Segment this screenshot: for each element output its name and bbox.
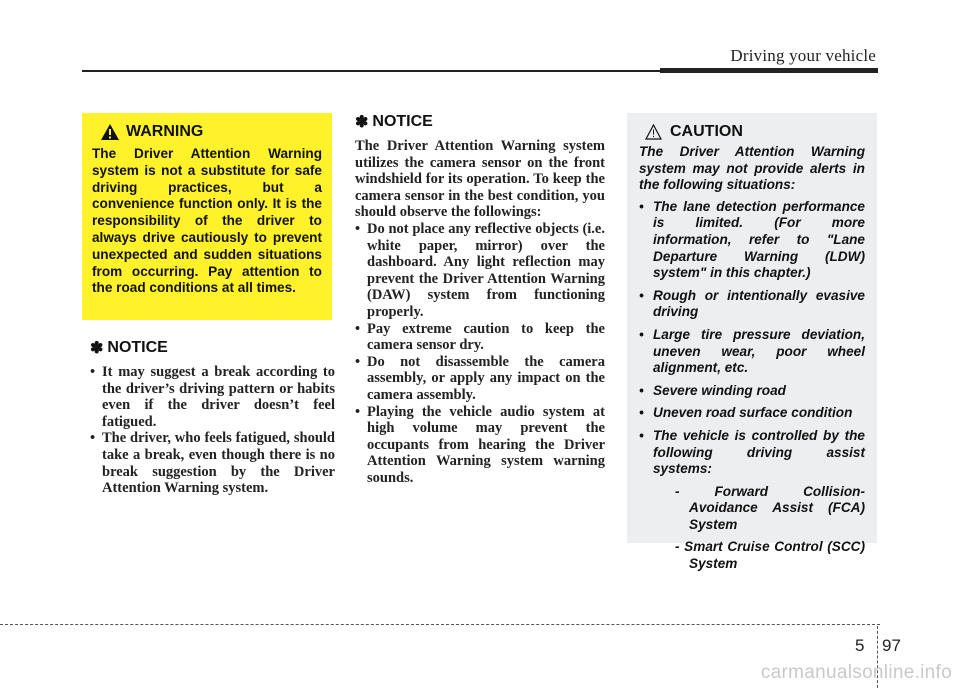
caution-title: CAUTION [670,123,743,140]
notice-camera-sensor [355,112,605,486]
list-item: • Pay extreme caution to keep the camera sensor dry. [355,320,605,354]
list-item: • Do not place any reflective objects (i.e. white paper, mirror) over the dashboard. Any light reflection may prevent the Driver Attention Warning (DAW) system from functioning properly. [355,220,605,320]
chapter-number: 5 [855,636,865,655]
caution-triangle-icon [645,124,662,140]
page-number: 97 [882,636,901,655]
list-item: • Large tire pressure deviation, uneven wear, poor wheel alignment, etc. [639,326,865,376]
list-item: • Severe winding road [639,382,786,398]
warning-box [82,113,332,320]
list-item: • The lane detection performance is limited. (For more information, refer to "Lane Departure Warning (LDW) system" in this chapter.) [639,198,865,281]
sub-list-item: - Forward Collision-Avoidance Assist (FCA) System [675,483,865,532]
warning-body: The Driver Attention Warning system is not a substitute for safe driving practices, but a convenience function only. It is the responsibility of the driver to always drive cautiously to prevent unexpected and sudden situations from occurring. Pay attention to the road conditions at all times. [92,146,322,296]
list-item: • Rough or intentionally evasive driving [639,287,865,320]
warning-header [100,123,322,141]
caution-intro: The Driver Attention Warning system may not provide alerts in the following situations: [639,144,865,193]
caution-header [645,123,865,141]
list-item: • Uneven road surface condition [639,405,853,421]
notice-break-suggestion [90,338,335,497]
footer-rule [0,624,880,625]
list-item: • The driver, who feels fatigued, should take a break, even though there is no break suggestion by the Driver Attention Warning system. [90,430,335,497]
list-item: • Do not disassemble the camera assembly, or apply any impact on the camera assembly. [355,353,605,403]
caution-box [627,113,877,572]
warning-triangle-icon [100,123,120,141]
sub-list-item: - Smart Cruise Control (SCC) System [675,539,865,572]
notice-intro: The Driver Attention Warning system utilizes the camera sensor on the front windshield for its operation. To keep the camera sensor in the best condition, you should observe the followings: [355,138,605,221]
watermark-text: carmanualsonline.info [760,662,952,683]
list-item: • Playing the vehicle audio system at high volume may prevent the occupants from hearing the Driver Attention Warning system warning sounds. [355,403,605,486]
warning-title: WARNING [126,123,204,140]
notice-heading [355,112,605,132]
list-item: • The vehicle is controlled by the following driving assist systems: - Forward Collision-Avoidance Assist (FCA) System - Smart Cruise Control (SCC) System [639,427,865,572]
notice-title: NOTICE [107,339,168,356]
notice-title: NOTICE [372,113,433,130]
list-item: • It may suggest a break according to the driver’s driving pattern or habits even if the driver doesn’t feel fatigued. [90,364,335,430]
header-title: Driving your vehicle [730,46,876,65]
header-rule-accent [660,68,878,73]
notice-star-icon: ✽ [355,114,369,131]
notice-star-icon: ✽ [90,340,104,357]
notice-heading [90,338,335,358]
